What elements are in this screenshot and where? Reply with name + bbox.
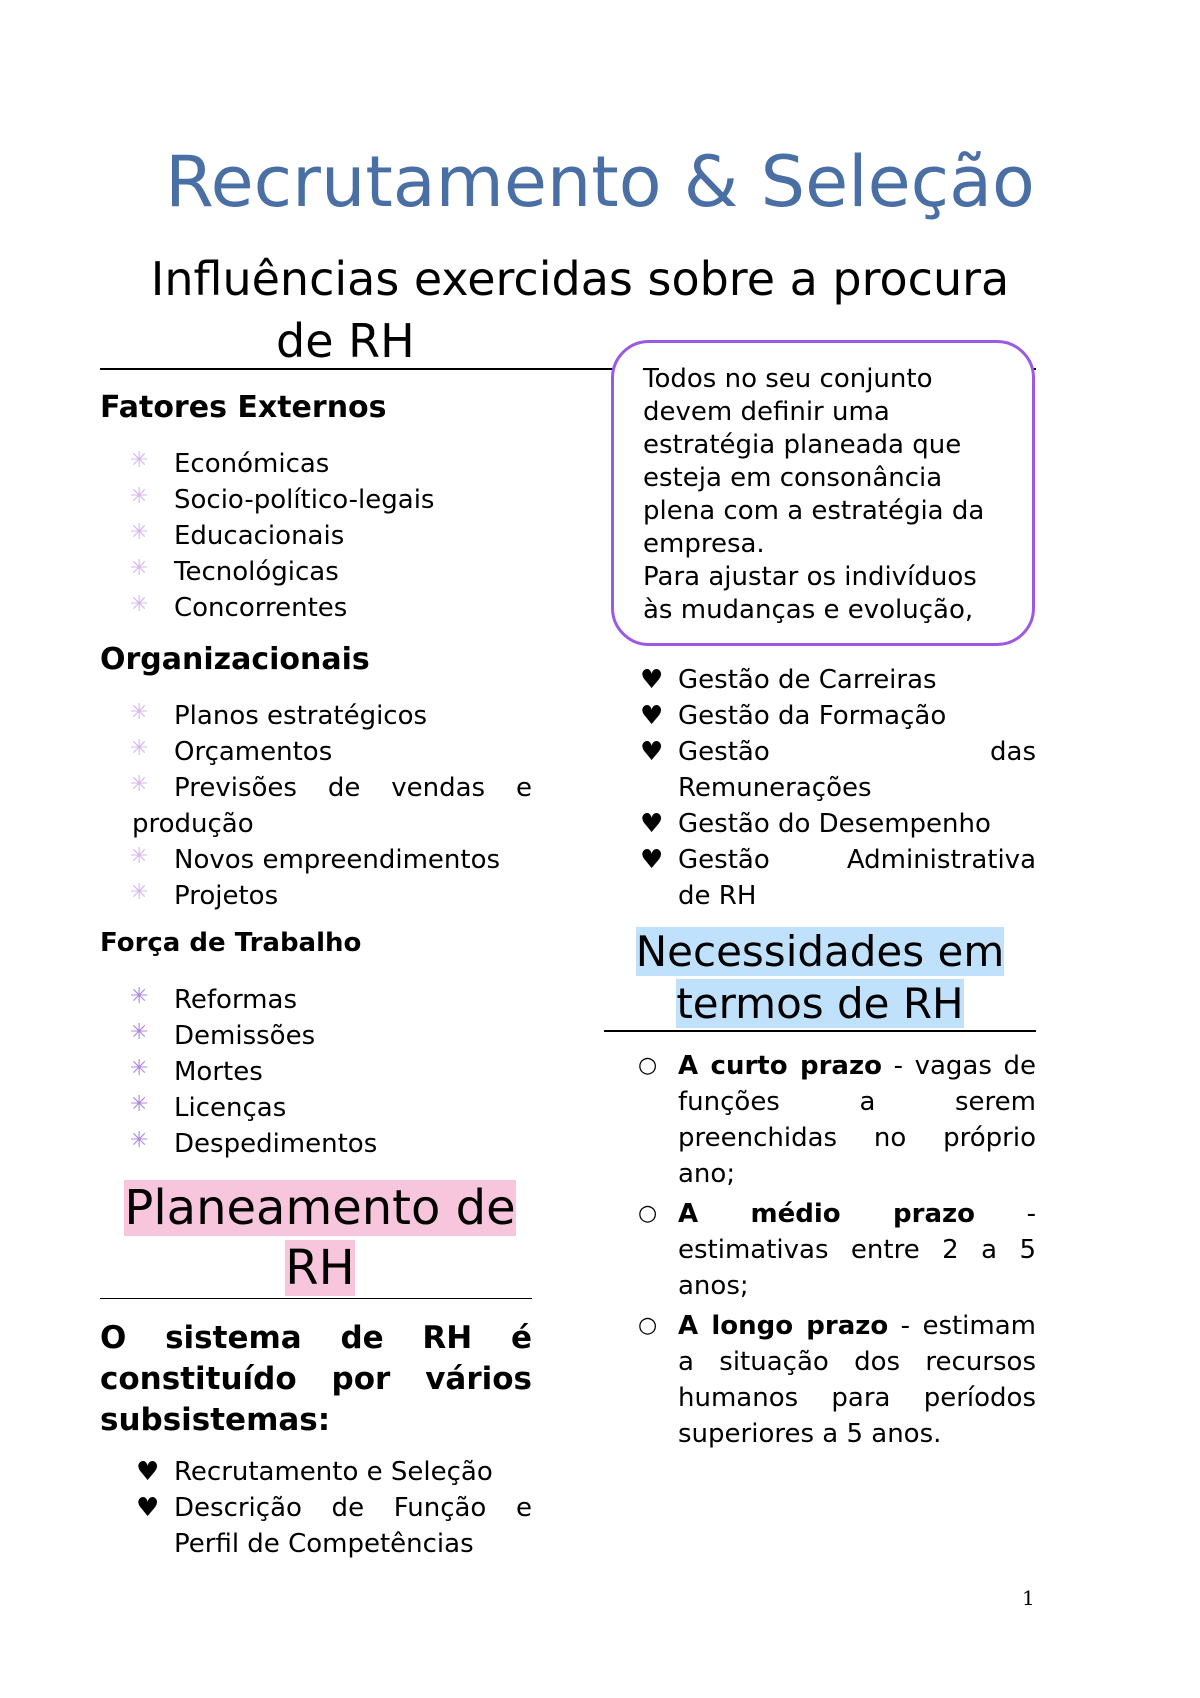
list-item (136, 1490, 532, 1526)
asterisk-bullet-icon: ✳ (130, 1092, 149, 1117)
list-item-continuation (136, 1526, 532, 1562)
asterisk-bullet-icon: ✳ (130, 556, 149, 581)
list-item (100, 698, 532, 734)
term-label: A médio prazo (678, 1199, 975, 1229)
list-item (100, 1090, 540, 1126)
list-item (640, 842, 1036, 878)
asterisk-bullet-icon: ✳ (130, 844, 149, 869)
list-item (100, 878, 532, 914)
list-item-text: Socio-político-legais (174, 485, 435, 515)
asterisk-bullet-icon: ✳ (130, 592, 149, 617)
list-item-text: produção (132, 809, 254, 839)
heart-bullet-icon: ♥ (136, 1457, 160, 1487)
list-item (100, 770, 532, 806)
section-heading-planeamento-de-rh (100, 1178, 540, 1298)
list-item-text: Demissões (174, 1021, 316, 1051)
asterisk-bullet-icon: ✳ (130, 984, 149, 1009)
section-heading-forca-de-trabalho: Força de Trabalho (100, 928, 362, 958)
list-item (100, 1126, 540, 1162)
list-item (100, 1018, 540, 1054)
term-description: - estimativas entre 2 a 5 anos; (678, 1199, 1036, 1301)
section-heading-organizacionais: Organizacionais (100, 642, 370, 677)
heart-bullet-icon: ♥ (640, 809, 664, 839)
list-item (604, 1048, 1036, 1192)
list-item (640, 662, 1036, 698)
section-heading-necessidades (604, 926, 1036, 1030)
heart-bullet-icon: ♥ (640, 845, 664, 875)
list-item-text: Orçamentos (174, 737, 333, 767)
subtitle-line-2-text: de RH (276, 314, 415, 368)
list-item-text: Licenças (174, 1093, 287, 1123)
asterisk-bullet-icon: ✳ (130, 1020, 149, 1045)
list-item (100, 842, 532, 878)
list-item (136, 1454, 532, 1490)
subsystems-heading: O sistema de RH é constituído por vários subsistemas: (100, 1320, 532, 1438)
list-item-text: Gestão do Desempenho (678, 809, 991, 839)
heart-bullet-icon: ♥ (136, 1493, 160, 1523)
list-item (604, 1196, 1036, 1304)
subsystems-list (136, 1454, 532, 1562)
list-item-text: Gestão (678, 737, 770, 767)
list-item-text: Reformas (174, 985, 297, 1015)
list-item-text: Educacionais (174, 521, 345, 551)
asterisk-bullet-icon: ✳ (130, 1128, 149, 1153)
list-item-text: Remunerações (678, 773, 872, 803)
planeamento-rule (100, 1298, 532, 1299)
heart-bullet-icon: ♥ (640, 737, 664, 767)
organizacionais-list (100, 698, 532, 914)
list-item-text: Económicas (174, 449, 330, 479)
fatores-externos-list (100, 446, 540, 626)
list-item (640, 806, 1036, 842)
circle-bullet-icon: ○ (638, 1201, 658, 1226)
list-item-continuation (640, 770, 1036, 806)
highlighted-heading-line-1: Necessidades em (635, 927, 1005, 976)
forca-de-trabalho-list (100, 982, 540, 1162)
list-item-text: de RH (678, 881, 757, 911)
list-item-text: Novos empreendimentos (174, 845, 501, 875)
section-heading-fatores-externos: Fatores Externos (100, 390, 387, 425)
necessidades-list (604, 1048, 1036, 1452)
heart-bullet-icon: ♥ (640, 701, 664, 731)
list-item-text: Gestão (678, 845, 770, 875)
circle-bullet-icon: ○ (638, 1053, 658, 1078)
list-item-text: Previsões de vendas e (174, 773, 532, 803)
list-item-text: Concorrentes (174, 593, 348, 623)
list-item (604, 1308, 1036, 1452)
asterisk-bullet-icon: ✳ (130, 700, 149, 725)
document-title: Recrutamento & Seleção (165, 141, 1035, 223)
list-item (100, 518, 540, 554)
highlighted-heading-line-1: Planeamento de (124, 1180, 516, 1236)
list-item-continuation (100, 806, 532, 842)
list-item-text: Mortes (174, 1057, 263, 1087)
list-item (100, 554, 540, 590)
term-description: - estimam a situação dos recursos humanos para períodos superiores a 5 anos. (678, 1311, 1036, 1449)
asterisk-bullet-icon: ✳ (130, 736, 149, 761)
asterisk-bullet-icon: ✳ (130, 484, 149, 509)
list-item-text: Projetos (174, 881, 279, 911)
list-item-text: Recrutamento e Seleção (174, 1457, 493, 1487)
asterisk-bullet-icon: ✳ (130, 772, 149, 797)
highlighted-heading-line-2: termos de RH (676, 979, 964, 1028)
gestao-list (640, 662, 1036, 914)
list-item-text: Tecnológicas (174, 557, 339, 587)
circle-bullet-icon: ○ (638, 1313, 658, 1338)
list-item (100, 982, 540, 1018)
list-item (640, 698, 1036, 734)
asterisk-bullet-icon: ✳ (130, 880, 149, 905)
list-item-text: das (990, 737, 1036, 767)
list-item-text: Administrativa (846, 845, 1036, 875)
list-item (100, 734, 532, 770)
term-description: - vagas de funções a serem preenchidas no próprio ano; (678, 1051, 1036, 1189)
callout-paragraph-1: Todos no seu conjunto devem definir uma estratégia planeada que esteja em consonância plena com a estratégia da empresa. (643, 364, 985, 559)
subtitle-line-1: Influências exercidas sobre a procura (150, 252, 1010, 306)
list-item (100, 1054, 540, 1090)
list-item (100, 590, 540, 626)
highlighted-heading-line-2: RH (285, 1240, 355, 1296)
callout-paragraph-2: Para ajustar os indivíduos às mudanças e evolução, (643, 562, 977, 625)
list-item-text: Perfil de Competências (174, 1529, 474, 1559)
list-item (100, 446, 540, 482)
term-label: A curto prazo (678, 1051, 882, 1081)
list-item-continuation (640, 878, 1036, 914)
list-item-text: Gestão da Formação (678, 701, 947, 731)
list-item-text: Planos estratégicos (174, 701, 428, 731)
strategy-callout-box (611, 340, 1035, 646)
page-number: 1 (1022, 1586, 1035, 1610)
asterisk-bullet-icon: ✳ (130, 520, 149, 545)
heart-bullet-icon: ♥ (640, 665, 664, 695)
asterisk-bullet-icon: ✳ (130, 448, 149, 473)
list-item (100, 482, 540, 518)
list-item-text: Gestão de Carreiras (678, 665, 937, 695)
asterisk-bullet-icon: ✳ (130, 1056, 149, 1081)
list-item-text: Descrição de Função e (174, 1493, 532, 1523)
necessidades-rule (604, 1030, 1036, 1032)
list-item-text: Despedimentos (174, 1129, 378, 1159)
list-item (640, 734, 1036, 770)
term-label: A longo prazo (678, 1311, 889, 1341)
